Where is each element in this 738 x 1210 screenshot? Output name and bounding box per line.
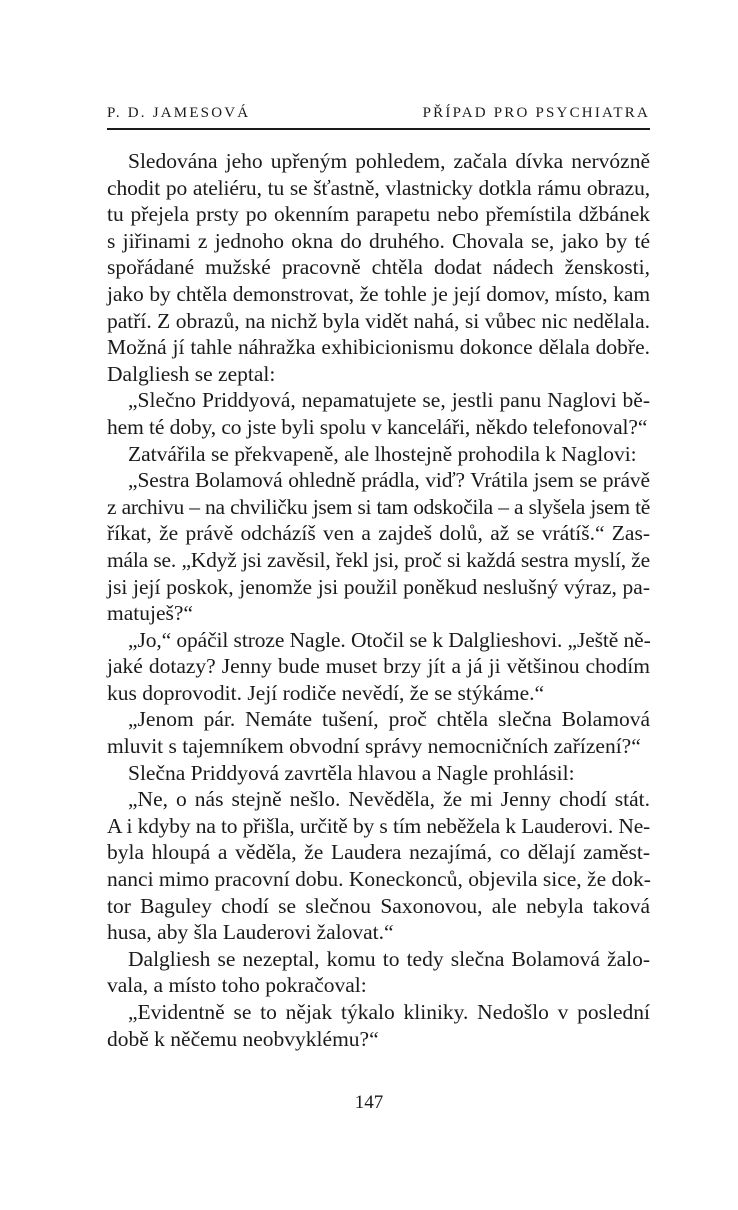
text-line: „Evidentně se to nějak týkalo kliniky. Nedošlo v poslední xyxy=(128,1000,650,1024)
text-line: patří. Z obrazů, na nichž byla vidět nahá, si vůbec nic nedělala. xyxy=(107,308,650,333)
paragraph xyxy=(107,786,650,946)
text-line: tu přejela prsty po okenním parapetu nebo přemístila džbánek xyxy=(107,202,650,227)
text-line: mála se. „Když jsi zavěsil, řekl jsi, proč si každá sestra myslí, že xyxy=(107,547,650,572)
text-line: době k něčemu neobvyklému?“ xyxy=(107,1026,379,1051)
paragraph xyxy=(107,999,650,1052)
text-line: Zatvářila se překvapeně, ale lhostejně prohodila k Naglovi: xyxy=(128,441,637,466)
text-line: jaké dotazy? Jenny bude muset brzy jít a já ji většinou chodím xyxy=(107,654,650,679)
text-line: mluvit s tajemníkem obvodní správy nemocničních zařízení?“ xyxy=(107,734,641,759)
text-line: tor Baguley chodí se slečnou Saxonovou, ale nebyla taková xyxy=(107,893,650,918)
paragraph xyxy=(107,627,650,707)
text-line: Možná jí tahle náhražka exhibicionismu dokonce dělala dobře. xyxy=(107,335,650,360)
text-line: Dalgliesh se nezeptal, komu to tedy slečna Bolamová žalo- xyxy=(128,946,650,971)
header-author: P. D. JAMESOVÁ xyxy=(107,105,251,121)
paragraph xyxy=(107,441,650,468)
text-line: husa, aby šla Lauderovi žalovat.“ xyxy=(107,920,394,945)
header-book-title: PŘÍPAD PRO PSYCHIATRA xyxy=(422,105,650,121)
page-number: 147 xyxy=(354,1092,384,1113)
text-line: Sledována jeho upřeným pohledem, začala dívka nervózně xyxy=(128,149,650,173)
running-header xyxy=(107,102,650,130)
paragraph xyxy=(107,706,650,759)
paragraph xyxy=(107,760,650,787)
text-line: z archivu – na chviličku jsem si tam odskočila – a slyšela jsem tě xyxy=(107,494,650,519)
text-line: „Jenom pár. Nemáte tušení, proč chtěla slečna Bolamová xyxy=(128,707,650,732)
text-line: Slečna Priddyová zavrtěla hlavou a Nagle prohlásil: xyxy=(128,760,575,785)
text-line: jako by chtěla demonstrovat, že tohle je její domov, místo, kam xyxy=(107,281,650,306)
body-text xyxy=(107,148,650,1052)
text-line: říkat, že právě odcházíš ven a zajdeš dolů, až se vrátíš.“ Zas- xyxy=(107,521,650,546)
text-line: Dalgliesh se zeptal: xyxy=(107,361,276,386)
paragraph xyxy=(107,387,650,440)
text-line: byla hloupá a věděla, že Laudera nezajímá, co dělají zaměst- xyxy=(107,840,650,865)
paragraph xyxy=(107,946,650,999)
text-line: spořádané mužské pracovně chtěla dodat nádech ženskosti, xyxy=(107,255,650,280)
text-line: vala, a místo toho pokračoval: xyxy=(107,973,367,998)
paragraph xyxy=(107,467,650,627)
text-line: matuješ?“ xyxy=(107,601,193,626)
paragraph xyxy=(107,148,650,387)
text-line: A i kdyby na to přišla, určitě by s tím neběžela k Lauderovi. Ne- xyxy=(107,813,650,838)
text-line: „Sestra Bolamová ohledně prádla, viď? Vrátila jsem se právě xyxy=(128,468,650,493)
text-line: kus doprovodit. Její rodiče nevědí, že se stýkáme.“ xyxy=(107,680,545,705)
text-line: „Slečno Priddyová, nepamatujete se, jestli panu Naglovi bě- xyxy=(128,388,650,413)
text-line: s jiřinami z jednoho okna do druhého. Chovala se, jako by té xyxy=(107,228,650,253)
text-line: chodit po ateliéru, tu se šťastně, vlastnicky dotkla rámu obrazu, xyxy=(107,175,650,200)
text-line: jsi její poskok, jenomže jsi použil poněkud neslušný výraz, pa- xyxy=(107,574,650,599)
text-line: „Jo,“ opáčil stroze Nagle. Otočil se k Dalglieshovi. „Ještě ně- xyxy=(128,627,651,652)
text-line: hem té doby, co jste byli spolu v kanceláři, někdo telefonoval?“ xyxy=(107,414,648,439)
text-line: nanci mimo pracovní dobu. Koneckonců, objevila sice, že dok- xyxy=(107,867,651,892)
text-line: „Ne, o nás stejně nešlo. Nevěděla, že mi Jenny chodí stát. xyxy=(128,787,650,812)
